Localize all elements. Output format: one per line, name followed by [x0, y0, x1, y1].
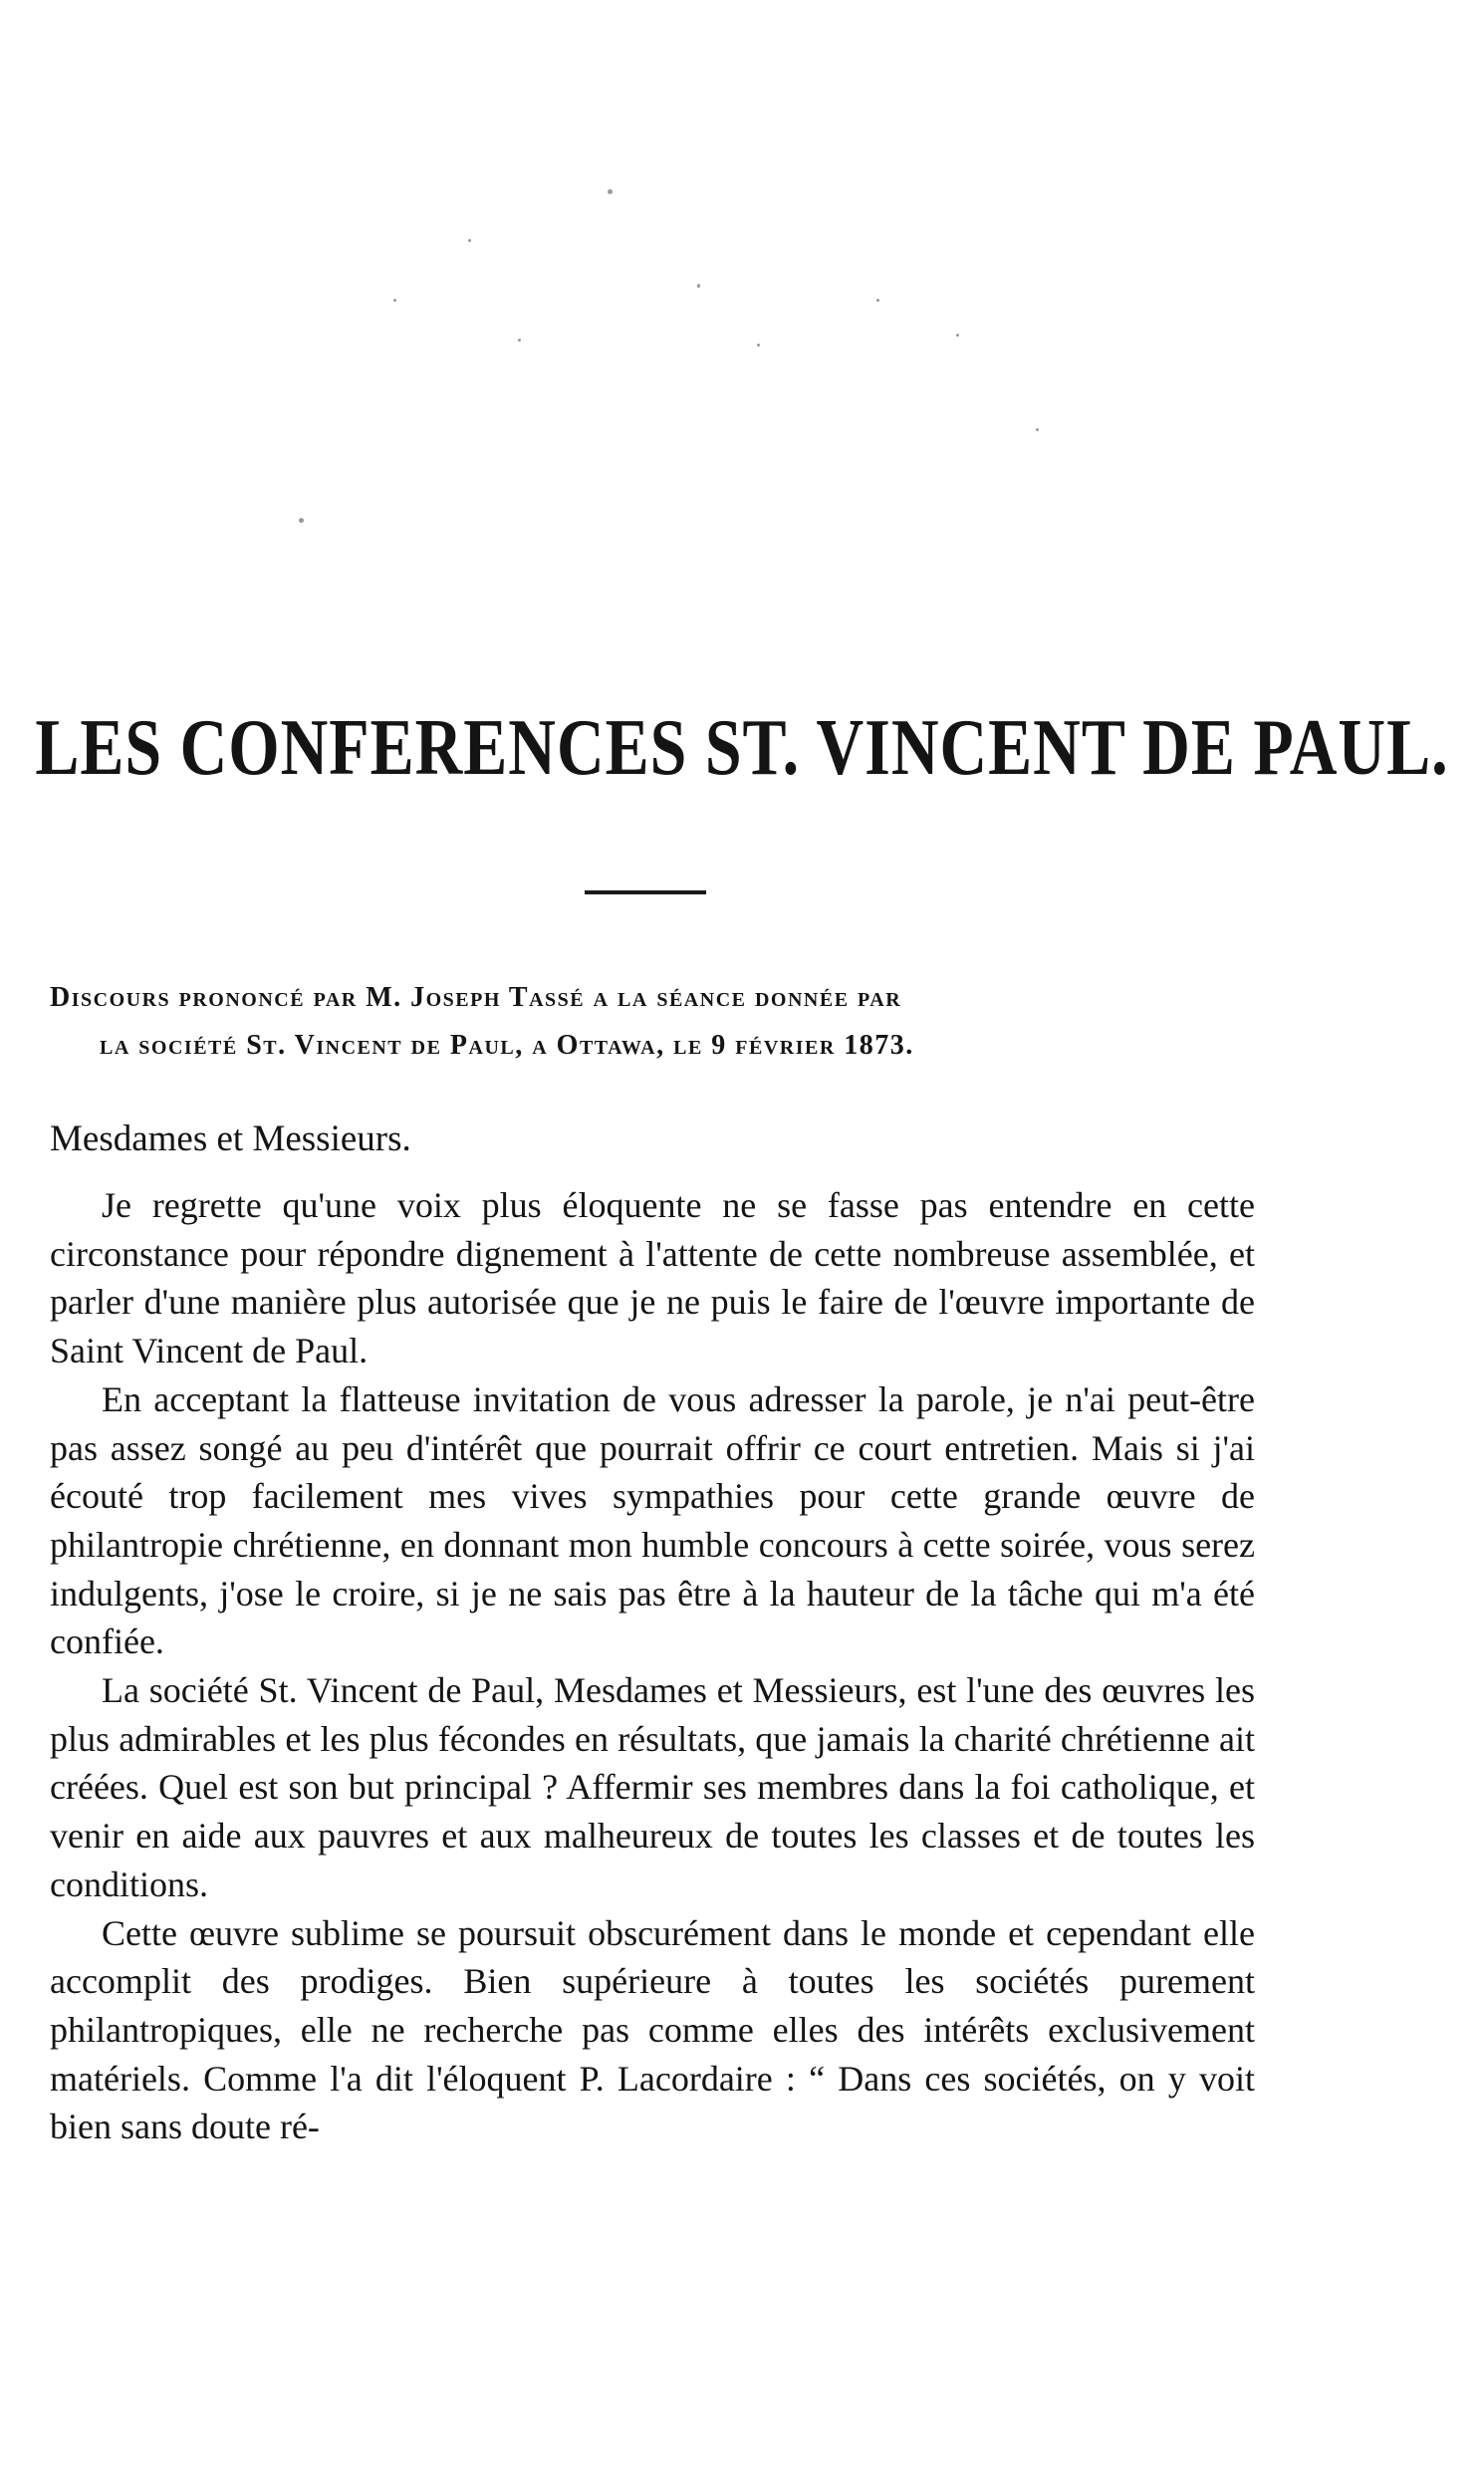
body-text	[50, 1181, 1255, 2151]
bleed-through-mark	[608, 189, 613, 194]
paragraph: La société St. Vincent de Paul, Mesdames et Messieurs, est l'une des œuvres les plus admirables et les plus fécondes en résultats, que jamais la charité chrétienne ait créées. Quel est son but principal ? Affermir ses membres dans la foi catholique, et venir en aide aux pauvres et aux malheureux de toutes les classes et de toutes les conditions.	[50, 1670, 1255, 1904]
bleed-through-mark	[299, 518, 304, 523]
bleed-through-mark	[468, 239, 471, 242]
bleed-through-mark	[393, 299, 396, 302]
bleed-through-mark	[757, 344, 760, 347]
title-divider	[585, 890, 706, 894]
speech-subtitle	[50, 974, 1255, 1070]
paragraph: Je regrette qu'une voix plus éloquente ne se fasse pas entendre en cette circonstance pour répondre dignement à l'attente de cette nombreuse assemblée, et parler d'une manière plus autorisée que je ne puis le faire de l'œuvre importante de Saint Vincent de Paul.	[50, 1185, 1255, 1371]
salutation: Mesdames et Messieurs.	[50, 1118, 411, 1159]
bleed-through-mark	[1036, 428, 1039, 431]
bleed-through-mark	[518, 339, 521, 342]
paragraph: En acceptant la flatteuse invitation de vous adresser la parole, je n'ai peut-être pas assez songé au peu d'intérêt que pourrait offrir ce court entretien. Mais si j'ai écouté trop facilement mes vives sympathies pour cette grande œuvre de philantropie chrétienne, en donnant mon humble concours à cette soirée, vous serez indulgents, j'ose le croire, si je ne sais pas être à la hauteur de la tâche qui m'a été confiée.	[50, 1378, 1255, 1662]
bleed-through-mark	[697, 284, 700, 288]
paragraph: Cette œuvre sublime se poursuit obscurément dans le monde et cependant elle accomplit des prodiges. Bien supérieure à toutes les sociétés purement philantropiques, elle ne recherche pas comme elles des intérêts exclusivement matériels. Comme l'a dit l'éloquent P. Lacordaire : “ Dans ces sociétés, on y voit bien sans doute ré-	[50, 1912, 1255, 2147]
bleed-through-mark	[956, 334, 959, 337]
subtitle-line-2: la société St. Vincent de Paul, a Ottawa, le 9 février 1873.	[100, 1030, 914, 1061]
page-title: LES CONFERENCES ST. VINCENT DE PAUL.	[35, 703, 1449, 793]
subtitle-line-1: Discours prononcé par M. Joseph Tassé a la séance donnée par	[50, 982, 902, 1013]
bleed-through-mark	[876, 299, 879, 302]
